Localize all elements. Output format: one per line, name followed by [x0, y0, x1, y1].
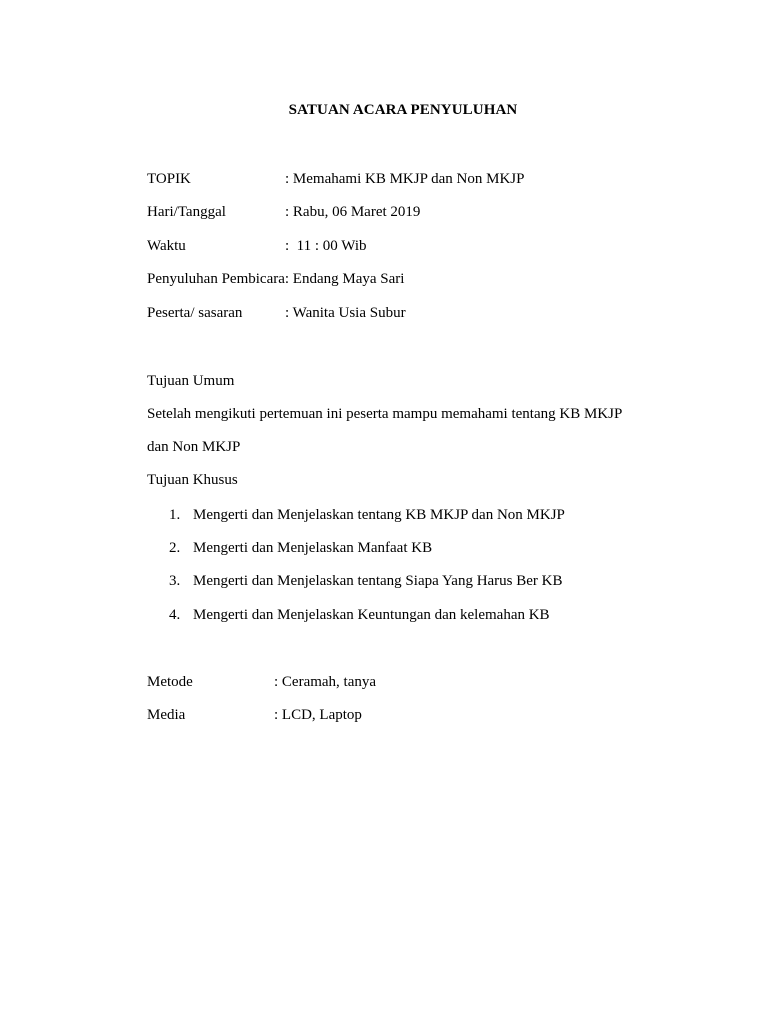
- list-number: 2.: [169, 540, 181, 556]
- field-media: [147, 706, 362, 724]
- list-number: 3.: [169, 573, 181, 589]
- list-item: [169, 572, 563, 590]
- list-item: [169, 606, 550, 624]
- list-number: 4.: [169, 607, 181, 623]
- field-label: Peserta/ sasaran: [147, 305, 243, 321]
- tujuan-umum-heading: Tujuan Umum: [147, 373, 235, 389]
- field-label: Penyuluhan Pembicara: Endang Maya Sari: [147, 271, 405, 287]
- field-hari-tanggal: [147, 203, 421, 221]
- field-label: Waktu: [147, 238, 186, 254]
- field-waktu: [147, 237, 367, 255]
- field-topik: [147, 170, 525, 188]
- list-item: [169, 506, 565, 524]
- field-metode: [147, 673, 377, 691]
- tujuan-umum-text-line1: Setelah mengikuti pertemuan ini peserta mampu memahami tentang KB MKJP: [147, 406, 623, 422]
- field-pembicara: [147, 270, 404, 288]
- field-label: Metode: [147, 674, 193, 690]
- list-text: Mengerti dan Menjelaskan tentang Siapa Yang Harus Ber KB: [193, 573, 563, 589]
- list-item: [169, 539, 432, 557]
- list-text: Mengerti dan Menjelaskan tentang KB MKJP dan Non MKJP: [193, 507, 565, 523]
- field-value: : 11 : 00 Wib: [285, 238, 367, 254]
- field-value: : Memahami KB MKJP dan Non MKJP: [285, 171, 525, 187]
- list-text: Mengerti dan Menjelaskan Manfaat KB: [193, 540, 433, 556]
- field-peserta: [147, 304, 406, 322]
- tujuan-umum-text-line2: dan Non MKJP: [147, 439, 241, 455]
- document-title: SATUAN ACARA PENYULUHAN: [288, 102, 518, 118]
- list-text: Mengerti dan Menjelaskan Keuntungan dan kelemahan KB: [193, 607, 550, 623]
- tujuan-khusus-heading: Tujuan Khusus: [147, 472, 238, 488]
- field-value: : Ceramah, tanya: [274, 674, 377, 690]
- list-number: 1.: [169, 507, 181, 523]
- field-value: : Rabu, 06 Maret 2019: [285, 204, 421, 220]
- field-label: TOPIK: [147, 171, 191, 187]
- field-value: : Wanita Usia Subur: [285, 305, 406, 321]
- field-label: Media: [147, 707, 186, 723]
- field-label: Hari/Tanggal: [147, 204, 226, 220]
- field-value: : LCD, Laptop: [274, 707, 362, 723]
